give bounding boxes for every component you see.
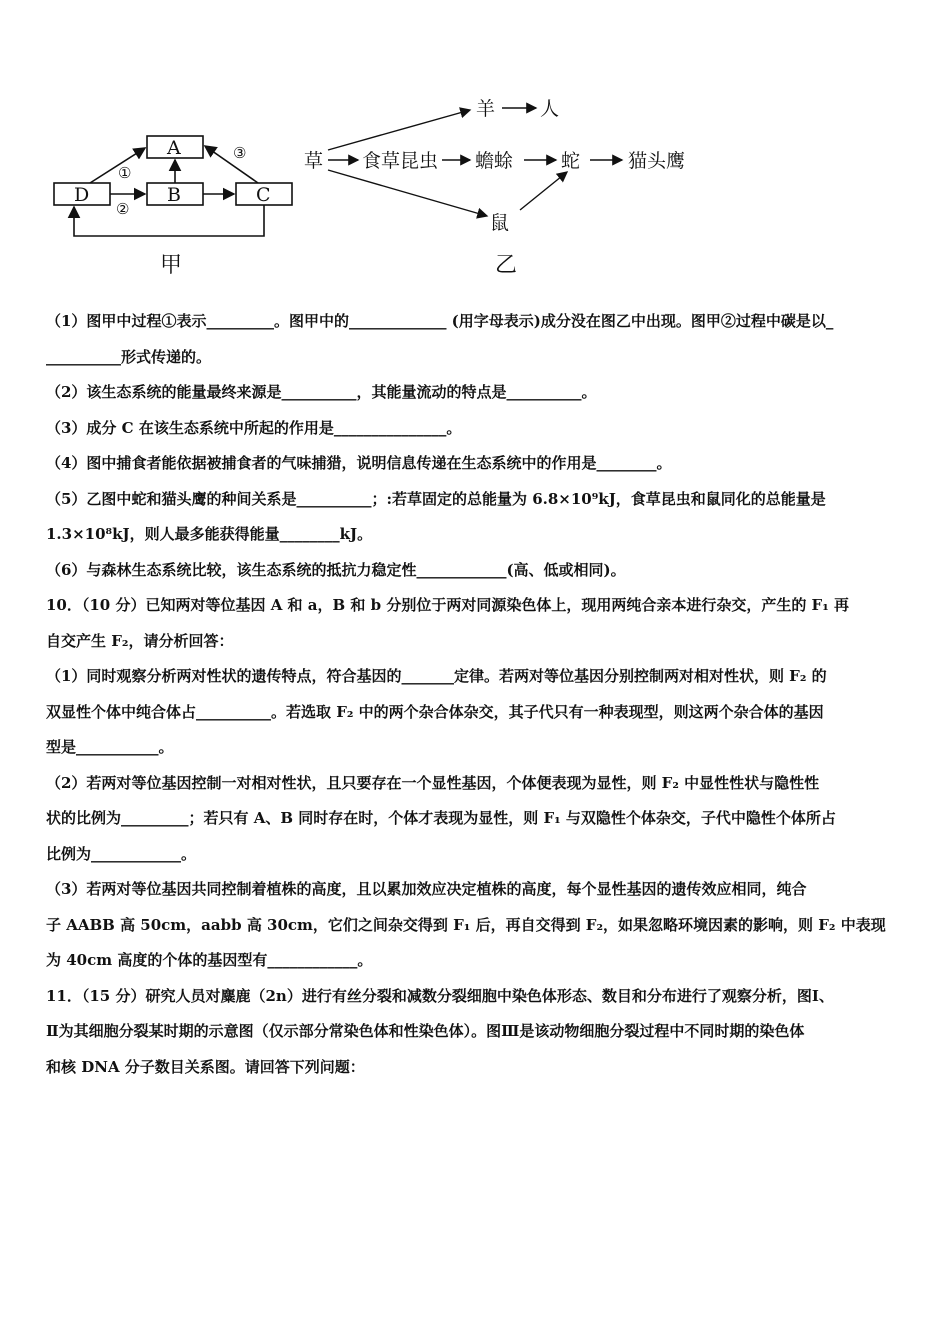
box-a-label: A bbox=[167, 137, 181, 159]
q10-stem-line-2: 自交产生 F₂，请分析回答： bbox=[46, 631, 234, 650]
q10-1-line-2: 双显性个体中纯合体占__________。若选取 F₂ 中的两个杂合体杂交，其子代只有一种表现型，则这两个杂合体的基因 bbox=[46, 702, 824, 721]
node-owl: 猫头鹰 bbox=[628, 150, 686, 172]
caption-jia: 甲 bbox=[160, 253, 183, 278]
box-b-label: B bbox=[167, 184, 181, 206]
q10-stem-line-1: 10．（10 分）已知两对等位基因 A 和 a，B 和 b 分别位于两对同源染色体上，现用两纯合亲本进行杂交，产生的 F₁ 再 bbox=[46, 596, 849, 614]
caption-yi: 乙 bbox=[495, 253, 518, 278]
q10-3-line-3: 为 40cm 高度的个体的基因型有____________。 bbox=[46, 951, 373, 969]
q10-1-line-1: （1）同时观察分析两对性状的遗传特点，符合基因的_______定律。若两对等位基因分别控制两对相对性状，则 F₂ 的 bbox=[46, 667, 827, 685]
diagram-jia-labels bbox=[74, 137, 271, 278]
q11-stem-line-3: 和核 DNA 分子数目关系图。请回答下列问题： bbox=[46, 1057, 365, 1076]
q9-1-line-2: __________形式传递的。 bbox=[46, 347, 212, 366]
q10-2-line-3: 比例为____________。 bbox=[46, 844, 197, 863]
node-sheep: 羊 bbox=[476, 98, 496, 120]
q10-2-line-1: （2）若两对等位基因控制一对相对性状，且只要存在一个显性基因，个体便表现为显性，则 F₂ 中显性性状与隐性性 bbox=[46, 773, 820, 792]
q10-3-line-2: 子 AABB 高 50cm，aabb 高 30cm，它们之间杂交得到 F₁ 后，再自交得到 F₂，如果忽略环境因素的影响，则 F₂ 中表现 bbox=[46, 915, 886, 934]
node-insect: 食草昆虫 bbox=[362, 150, 439, 172]
diagram-yi-labels bbox=[304, 98, 685, 278]
box-d-label: D bbox=[74, 184, 90, 206]
q9-6: （6）与森林生态系统比较，该生态系统的抵抗力稳定性____________(高、低或相同)。 bbox=[46, 560, 626, 579]
q10-1-line-3: 型是___________。 bbox=[46, 738, 174, 756]
node-snake: 蛇 bbox=[561, 150, 581, 172]
food-web-figure bbox=[40, 88, 740, 288]
node-mouse: 鼠 bbox=[490, 212, 510, 234]
q9-1-line-1: （1）图甲中过程①表示_________。图甲中的_____________ (用字母表示)成分没在图乙中出现。图甲②过程中碳是以_ bbox=[46, 312, 834, 330]
mark-3: ③ bbox=[233, 144, 247, 162]
box-c-label: C bbox=[256, 184, 271, 206]
q9-4: （4）图中捕食者能依据被捕食者的气味捕猎，说明信息传递在生态系统中的作用是________。 bbox=[46, 454, 672, 472]
question-text bbox=[46, 304, 912, 1085]
q9-5-line-2: 1.3×10⁸kJ，则人最多能获得能量________kJ。 bbox=[46, 525, 373, 543]
mark-2: ② bbox=[116, 200, 130, 218]
q11-stem-line-1: 11．（15 分）研究人员对麋鹿（2n）进行有丝分裂和减数分裂细胞中染色体形态、数目和分布进行了观察分析，图Ⅰ、 bbox=[46, 986, 834, 1005]
q9-5-line-1: （5）乙图中蛇和猫头鹰的种间关系是__________；:若草固定的总能量为 6.8×10⁹kJ，食草昆虫和鼠同化的总能量是 bbox=[46, 489, 826, 508]
mark-1: ① bbox=[118, 164, 132, 182]
q10-2-line-2: 状的比例为_________；若只有 A、B 同时存在时，个体才表现为显性，则 F₁ 与双隐性个体杂交，子代中隐性个体所占 bbox=[46, 809, 836, 827]
q9-3: （3）成分 C 在该生态系统中所起的作用是_______________。 bbox=[46, 418, 462, 437]
q11-stem-line-2: Ⅱ为其细胞分裂某时期的示意图（仅示部分常染色体和性染色体）。图Ⅲ是该动物细胞分裂过程中不同时期的染色体 bbox=[46, 1022, 805, 1040]
q10-3-line-1: （3）若两对等位基因共同控制着植株的高度，且以累加效应决定植株的高度，每个显性基因的遗传效应相同，纯合 bbox=[46, 880, 807, 898]
node-toad: 蟾蜍 bbox=[475, 150, 514, 172]
node-grass: 草 bbox=[304, 150, 324, 172]
node-human: 人 bbox=[540, 98, 560, 120]
q9-2: （2）该生态系统的能量最终来源是__________，其能量流动的特点是__________。 bbox=[46, 383, 597, 401]
